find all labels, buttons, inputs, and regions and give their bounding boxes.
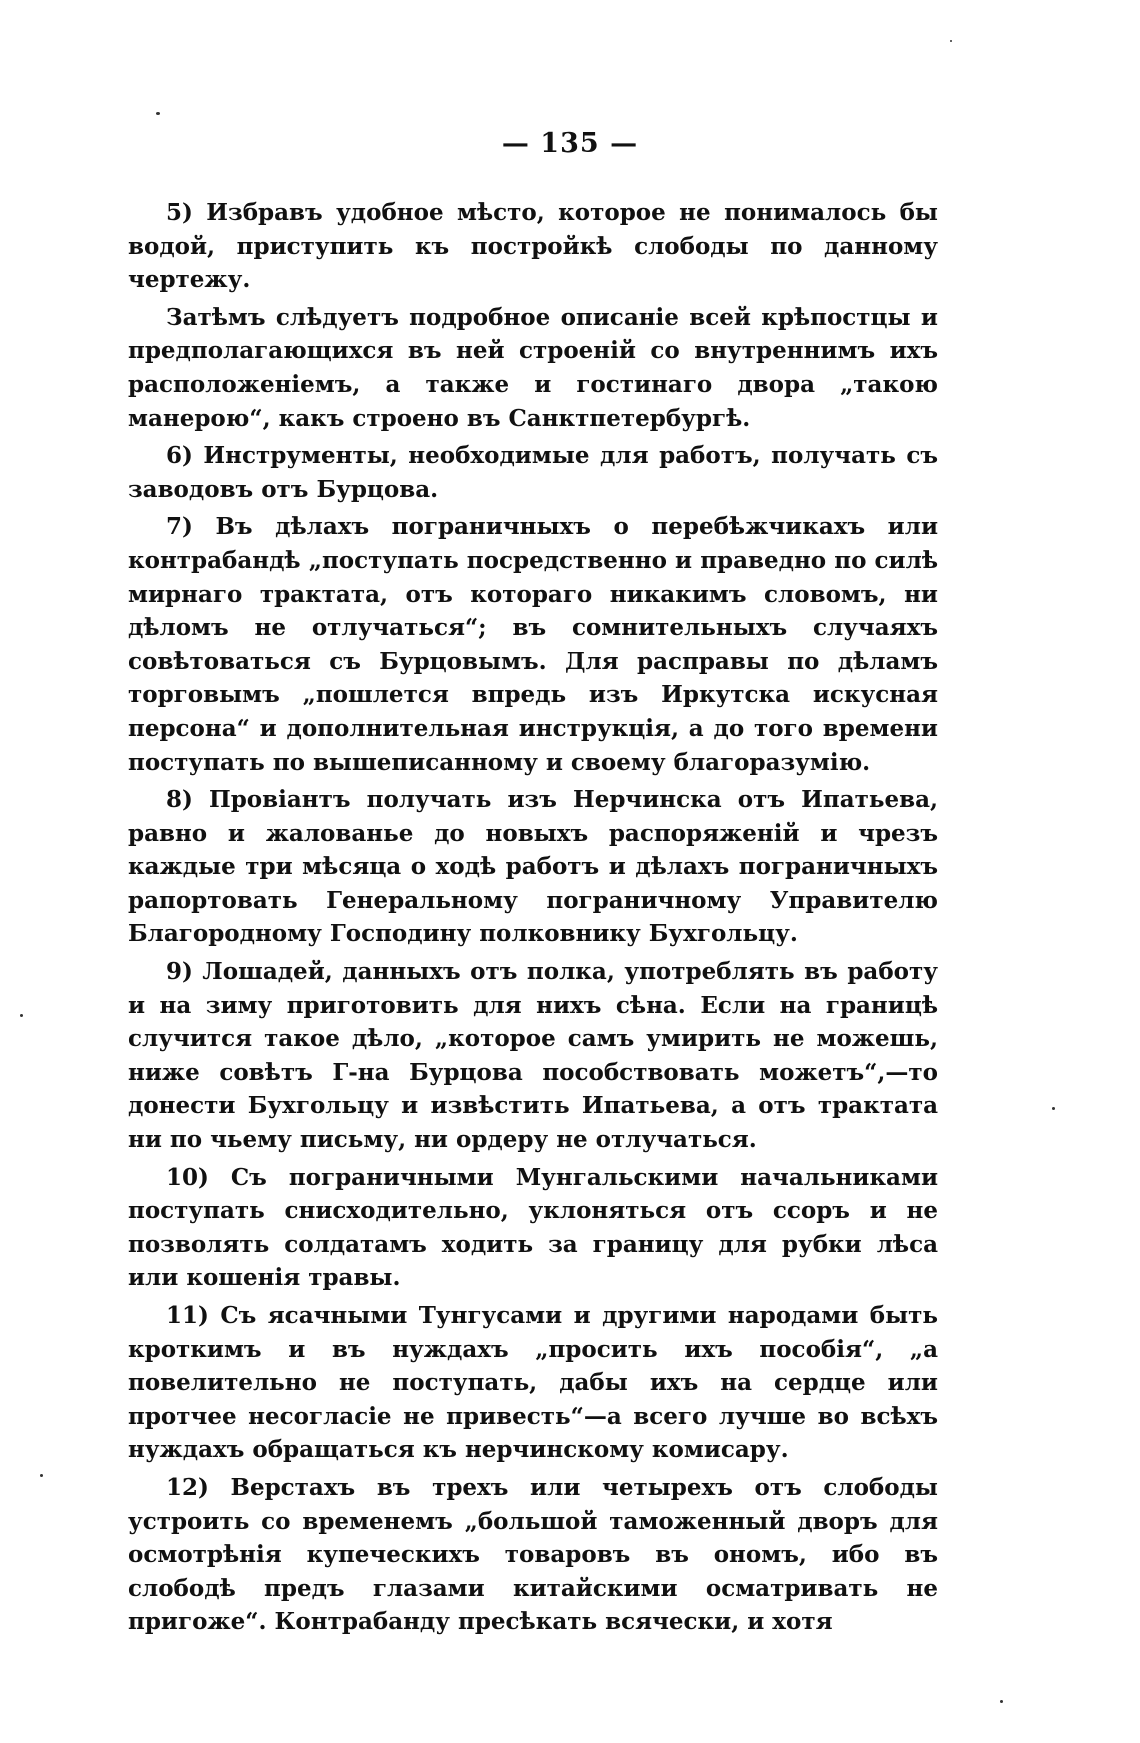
paragraph-item-5: 5) Избравъ удобное мѣсто, которое не понималось бы водой, приступить къ постройкѣ слободы по данному чертежу. [128, 199, 938, 294]
paragraph-fortress-description: Затѣмъ слѣдуетъ подробное описаніе всей крѣпостцы и предполагающихся въ ней строеній со внутреннимъ ихъ расположеніемъ, а также и гостинаго двора „такою манерою“, какъ строено въ Санктпетербургѣ. [128, 303, 938, 432]
scan-speck [40, 1474, 43, 1477]
body-text [128, 196, 938, 1643]
scan-speck [950, 40, 952, 42]
paragraph-item-10: 10) Съ пограничными Мунгальскими начальниками поступать снисходительно, уклоняться отъ ссоръ и не позволять солдатамъ ходить за границу для рубки лѣса или кошенія травы. [128, 1163, 938, 1292]
scan-speck [20, 1014, 23, 1017]
scan-speck [1000, 1700, 1003, 1703]
paragraph-item-11: 11) Съ ясачными Тунгусами и другими народами быть кроткимъ и въ нуждахъ „просить ихъ пособія“, „а повелительно не поступать, дабы ихъ на сердце или протчее несогласіе не привесть“—а всего лучше во всѣхъ нуждахъ обращаться къ нерчинскому комисару. [128, 1302, 938, 1464]
paragraph-item-8: 8) Провіантъ получать изъ Нерчинска отъ Ипатьева, равно и жалованье до новыхъ распоряженій и чрезъ каждые три мѣсяца о ходѣ работъ и дѣлахъ пограничныхъ рапортовать Генеральному пограничному Управителю Благородному Господину полковнику Бухгольцу. [128, 786, 938, 948]
scan-speck [1052, 1107, 1055, 1110]
scan-speck [156, 112, 160, 115]
paragraph-item-6: 6) Инструменты, необходимые для работъ, получать съ заводовъ отъ Бурцова. [128, 442, 938, 503]
paragraph-item-9: 9) Лошадей, данныхъ отъ полка, употреблять въ работу и на зиму приготовить для нихъ сѣна. Если на границѣ случится такое дѣло, „которое самъ умирить не можешь, ниже совѣтъ Г-на Бурцова пособствовать можетъ“,—то донести Бухгольцу и извѣстить Ипатьева, а отъ трактата ни по чьему письму, ни ордеру не отлучаться. [128, 958, 938, 1154]
page-number: — 135 — [501, 128, 639, 159]
paragraph-item-12: 12) Верстахъ въ трехъ или четырехъ отъ слободы устроить со временемъ „большой таможенный дворъ для осмотрѣнія купеческихъ товаровъ въ ономъ, ибо въ слободѣ предъ глазами китайскими осматривать не пригоже“. Контрабанду пресѣкать всячески, и хотя [128, 1473, 938, 1636]
paragraph-item-7: 7) Въ дѣлахъ пограничныхъ о перебѣжчикахъ или контрабандѣ „поступать посредственно и праведно по силѣ мирнаго трактата, отъ котораго никакимъ словомъ, ни дѣломъ не отлучаться“; въ сомнительныхъ случаяхъ совѣтоваться съ Бурцовымъ. Для расправы по дѣламъ торговымъ „пошлется впредь изъ Иркутска искусная персона“ и дополнительная инструкція, а до того времени поступать по вышеписанному и своему благоразумію. [128, 513, 938, 776]
